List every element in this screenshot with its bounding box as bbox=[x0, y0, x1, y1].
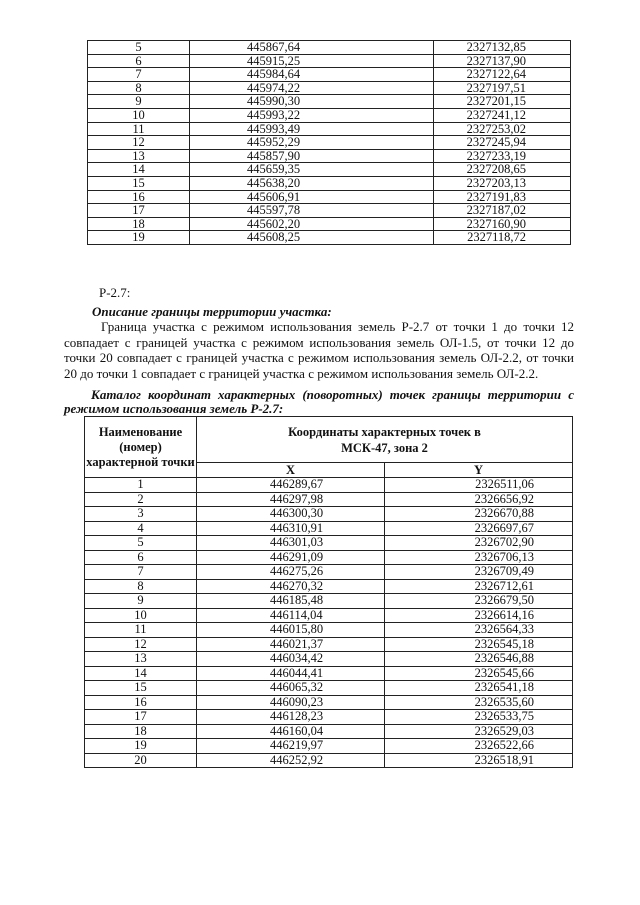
y-coordinate-cell: 2327203,13 bbox=[434, 176, 571, 190]
table-row bbox=[85, 492, 573, 507]
point-number-cell: 6 bbox=[88, 54, 190, 68]
table-row bbox=[85, 565, 573, 580]
table-row bbox=[88, 108, 571, 122]
table-row bbox=[85, 753, 573, 768]
point-number-cell: 7 bbox=[85, 565, 197, 580]
table-row bbox=[85, 521, 573, 536]
point-number-cell: 16 bbox=[88, 190, 190, 204]
y-coordinate-cell: 2327118,72 bbox=[434, 231, 571, 245]
y-coordinate-cell: 2327201,15 bbox=[434, 95, 571, 109]
y-coordinate-cell: 2327233,19 bbox=[434, 149, 571, 163]
y-column-header: Y bbox=[385, 463, 573, 478]
table-row bbox=[85, 739, 573, 754]
y-coordinate-cell: 2326541,18 bbox=[385, 681, 573, 696]
x-coordinate-cell: 446128,23 bbox=[197, 710, 385, 725]
x-coordinate-cell: 446015,80 bbox=[197, 623, 385, 638]
point-number-cell: 4 bbox=[85, 521, 197, 536]
coordinates-header bbox=[197, 417, 573, 463]
x-coordinate-cell: 445659,35 bbox=[190, 163, 434, 177]
x-coordinate-cell: 445606,91 bbox=[190, 190, 434, 204]
x-coordinate-cell: 445857,90 bbox=[190, 149, 434, 163]
point-number-cell: 2 bbox=[85, 492, 197, 507]
boundary-description-heading: Описание границы территории участка: bbox=[92, 304, 332, 319]
y-coordinate-cell: 2327187,02 bbox=[434, 204, 571, 218]
point-number-cell: 5 bbox=[88, 41, 190, 55]
point-name-header: Наименование (номер) характерной точки bbox=[85, 417, 197, 478]
y-coordinate-cell: 2326564,33 bbox=[385, 623, 573, 638]
point-number-cell: 8 bbox=[88, 81, 190, 95]
point-number-cell: 19 bbox=[88, 231, 190, 245]
x-coordinate-cell: 445602,20 bbox=[190, 217, 434, 231]
table-row bbox=[88, 122, 571, 136]
y-coordinate-cell: 2327160,90 bbox=[434, 217, 571, 231]
table-row bbox=[88, 54, 571, 68]
x-coordinate-cell: 446114,04 bbox=[197, 608, 385, 623]
point-number-cell: 9 bbox=[85, 594, 197, 609]
x-coordinate-cell: 446270,32 bbox=[197, 579, 385, 594]
point-number-cell: 10 bbox=[85, 608, 197, 623]
x-coordinate-cell: 445915,25 bbox=[190, 54, 434, 68]
point-number-cell: 15 bbox=[85, 681, 197, 696]
section-title: Р-2.7: bbox=[99, 285, 131, 300]
point-number-cell: 6 bbox=[85, 550, 197, 565]
point-number-cell: 20 bbox=[85, 753, 197, 768]
point-number-cell: 3 bbox=[85, 507, 197, 522]
y-coordinate-cell: 2327132,85 bbox=[434, 41, 571, 55]
x-coordinate-cell: 446252,92 bbox=[197, 753, 385, 768]
point-number-cell: 10 bbox=[88, 108, 190, 122]
x-coordinate-cell: 445993,22 bbox=[190, 108, 434, 122]
point-number-cell: 16 bbox=[85, 695, 197, 710]
catalog-heading: Каталог координат характерных (поворотных) точек границы территории с режимом использования земель Р-2.7: bbox=[64, 387, 574, 416]
table-row bbox=[85, 681, 573, 696]
coordinates-catalog-table bbox=[84, 416, 573, 768]
y-coordinate-cell: 2327253,02 bbox=[434, 122, 571, 136]
x-coordinate-cell: 445638,20 bbox=[190, 176, 434, 190]
table-row bbox=[85, 637, 573, 652]
coordinates-header-line1: Координаты характерных точек в bbox=[288, 424, 481, 439]
y-coordinate-cell: 2326679,50 bbox=[385, 594, 573, 609]
point-number-cell: 9 bbox=[88, 95, 190, 109]
y-coordinate-cell: 2327191,83 bbox=[434, 190, 571, 204]
table-row bbox=[85, 579, 573, 594]
table-row bbox=[88, 149, 571, 163]
point-number-cell: 11 bbox=[85, 623, 197, 638]
boundary-description-text: Граница участка с режимом использования земель Р-2.7 от точки 1 до точки 12 совпадает с границей участка с режимом использования земель ОЛ-1.5, от точки 12 до точки 20 совпадает с границей участка с режимом использования земель ОЛ-2.2, от точки 20 до точки 1 совпадает с границей участка с режимом использования земель ОЛ-2.2. bbox=[64, 319, 574, 381]
table-row bbox=[85, 550, 573, 565]
table-row bbox=[85, 594, 573, 609]
x-coordinate-cell: 446219,97 bbox=[197, 739, 385, 754]
y-coordinate-cell: 2326522,66 bbox=[385, 739, 573, 754]
y-coordinate-cell: 2326545,18 bbox=[385, 637, 573, 652]
x-coordinate-cell: 446021,37 bbox=[197, 637, 385, 652]
table-row bbox=[85, 724, 573, 739]
y-coordinate-cell: 2326702,90 bbox=[385, 536, 573, 551]
point-number-cell: 19 bbox=[85, 739, 197, 754]
y-coordinate-cell: 2327241,12 bbox=[434, 108, 571, 122]
y-coordinate-cell: 2326518,91 bbox=[385, 753, 573, 768]
x-coordinate-cell: 445608,25 bbox=[190, 231, 434, 245]
y-coordinate-cell: 2326546,88 bbox=[385, 652, 573, 667]
table-row bbox=[88, 204, 571, 218]
x-coordinate-cell: 445984,64 bbox=[190, 68, 434, 82]
table-row bbox=[85, 652, 573, 667]
x-coordinate-cell: 445597,78 bbox=[190, 204, 434, 218]
point-number-cell: 17 bbox=[85, 710, 197, 725]
point-number-cell: 18 bbox=[88, 217, 190, 231]
x-coordinate-cell: 446185,48 bbox=[197, 594, 385, 609]
table-row bbox=[88, 68, 571, 82]
y-coordinate-cell: 2327245,94 bbox=[434, 136, 571, 150]
point-number-cell: 1 bbox=[85, 478, 197, 493]
point-number-cell: 5 bbox=[85, 536, 197, 551]
y-coordinate-cell: 2326697,67 bbox=[385, 521, 573, 536]
point-number-cell: 17 bbox=[88, 204, 190, 218]
point-number-cell: 12 bbox=[88, 136, 190, 150]
point-number-cell: 7 bbox=[88, 68, 190, 82]
point-number-cell: 8 bbox=[85, 579, 197, 594]
x-coordinate-cell: 446300,30 bbox=[197, 507, 385, 522]
point-number-cell: 18 bbox=[85, 724, 197, 739]
point-number-cell: 13 bbox=[88, 149, 190, 163]
table-row bbox=[85, 608, 573, 623]
y-coordinate-cell: 2327137,90 bbox=[434, 54, 571, 68]
y-coordinate-cell: 2326706,13 bbox=[385, 550, 573, 565]
table-row bbox=[85, 695, 573, 710]
table-row bbox=[88, 81, 571, 95]
point-number-cell: 13 bbox=[85, 652, 197, 667]
x-coordinate-cell: 445990,30 bbox=[190, 95, 434, 109]
x-coordinate-cell: 445952,29 bbox=[190, 136, 434, 150]
coordinates-table-body bbox=[88, 41, 571, 245]
x-coordinate-cell: 445974,22 bbox=[190, 81, 434, 95]
x-coordinate-cell: 446301,03 bbox=[197, 536, 385, 551]
table-row bbox=[85, 623, 573, 638]
x-coordinate-cell: 446065,32 bbox=[197, 681, 385, 696]
y-coordinate-cell: 2326656,92 bbox=[385, 492, 573, 507]
coordinates-table-continued bbox=[87, 40, 571, 245]
x-coordinate-cell: 446160,04 bbox=[197, 724, 385, 739]
table-row bbox=[88, 163, 571, 177]
y-coordinate-cell: 2326614,16 bbox=[385, 608, 573, 623]
x-column-header: X bbox=[197, 463, 385, 478]
y-coordinate-cell: 2326529,03 bbox=[385, 724, 573, 739]
table-row bbox=[85, 478, 573, 493]
table-row bbox=[88, 41, 571, 55]
table-row bbox=[88, 190, 571, 204]
table-row bbox=[88, 136, 571, 150]
point-number-cell: 11 bbox=[88, 122, 190, 136]
y-coordinate-cell: 2326670,88 bbox=[385, 507, 573, 522]
y-coordinate-cell: 2326709,49 bbox=[385, 565, 573, 580]
x-coordinate-cell: 446291,09 bbox=[197, 550, 385, 565]
x-coordinate-cell: 446090,23 bbox=[197, 695, 385, 710]
y-coordinate-cell: 2326533,75 bbox=[385, 710, 573, 725]
point-number-cell: 15 bbox=[88, 176, 190, 190]
point-number-cell: 14 bbox=[88, 163, 190, 177]
table-row bbox=[85, 536, 573, 551]
x-coordinate-cell: 445867,64 bbox=[190, 41, 434, 55]
table-row bbox=[88, 176, 571, 190]
y-coordinate-cell: 2327197,51 bbox=[434, 81, 571, 95]
table-row bbox=[85, 507, 573, 522]
y-coordinate-cell: 2326535,60 bbox=[385, 695, 573, 710]
point-number-cell: 12 bbox=[85, 637, 197, 652]
catalog-table-header bbox=[85, 417, 573, 478]
y-coordinate-cell: 2326545,66 bbox=[385, 666, 573, 681]
y-coordinate-cell: 2327208,65 bbox=[434, 163, 571, 177]
y-coordinate-cell: 2326712,61 bbox=[385, 579, 573, 594]
table-row bbox=[88, 95, 571, 109]
table-row bbox=[85, 710, 573, 725]
y-coordinate-cell: 2327122,64 bbox=[434, 68, 571, 82]
coordinates-header-line2: МСК-47, зона 2 bbox=[341, 440, 428, 455]
table-row bbox=[88, 231, 571, 245]
catalog-table-body bbox=[85, 478, 573, 768]
y-coordinate-cell: 2326511,06 bbox=[385, 478, 573, 493]
table-row bbox=[88, 217, 571, 231]
x-coordinate-cell: 445993,49 bbox=[190, 122, 434, 136]
table-row bbox=[85, 666, 573, 681]
x-coordinate-cell: 446297,98 bbox=[197, 492, 385, 507]
point-number-cell: 14 bbox=[85, 666, 197, 681]
x-coordinate-cell: 446034,42 bbox=[197, 652, 385, 667]
x-coordinate-cell: 446275,26 bbox=[197, 565, 385, 580]
x-coordinate-cell: 446289,67 bbox=[197, 478, 385, 493]
x-coordinate-cell: 446044,41 bbox=[197, 666, 385, 681]
x-coordinate-cell: 446310,91 bbox=[197, 521, 385, 536]
